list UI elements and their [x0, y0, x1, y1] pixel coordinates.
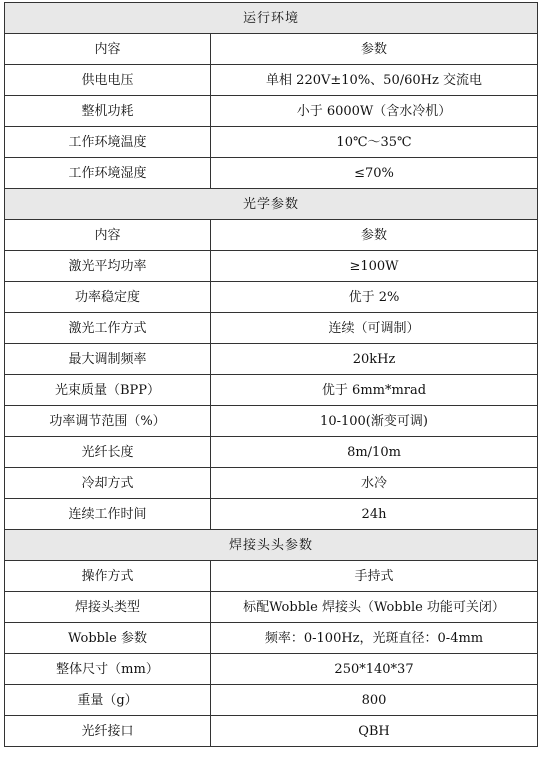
row-label: 激光平均功率	[5, 251, 211, 282]
table-row	[5, 313, 538, 344]
section-header-row	[5, 189, 538, 220]
row-value: 连续（可调制）	[211, 313, 538, 344]
section-title: 焊接头头参数	[5, 530, 538, 561]
row-label: 光束质量（BPP）	[5, 375, 211, 406]
row-label: 冷却方式	[5, 468, 211, 499]
row-value: 单相 220V±10%、50/60Hz 交流电	[211, 65, 538, 96]
row-value: 参数	[211, 220, 538, 251]
row-value: ≤70%	[211, 158, 538, 189]
section-header-row	[5, 3, 538, 34]
spec-table	[4, 2, 538, 747]
row-label: 最大调制频率	[5, 344, 211, 375]
row-label: 焊接头类型	[5, 592, 211, 623]
row-value: 参数	[211, 34, 538, 65]
table-row	[5, 96, 538, 127]
row-label: 内容	[5, 34, 211, 65]
section-title: 运行环境	[5, 3, 538, 34]
row-label: 光纤长度	[5, 437, 211, 468]
table-row	[5, 623, 538, 654]
row-value: 8m/10m	[211, 437, 538, 468]
row-label: 整机功耗	[5, 96, 211, 127]
row-label: 功率调节范围（%）	[5, 406, 211, 437]
row-value: ≥100W	[211, 251, 538, 282]
table-row	[5, 65, 538, 96]
row-label: 重量（g）	[5, 685, 211, 716]
row-label: 功率稳定度	[5, 282, 211, 313]
table-row	[5, 127, 538, 158]
table-row	[5, 344, 538, 375]
row-value: 800	[211, 685, 538, 716]
row-value: 手持式	[211, 561, 538, 592]
table-row	[5, 251, 538, 282]
row-label: Wobble 参数	[5, 623, 211, 654]
table-row	[5, 406, 538, 437]
table-row	[5, 34, 538, 65]
row-label: 激光工作方式	[5, 313, 211, 344]
row-value: 优于 6mm*mrad	[211, 375, 538, 406]
row-value: 20kHz	[211, 344, 538, 375]
table-row	[5, 220, 538, 251]
table-row	[5, 282, 538, 313]
table-row	[5, 375, 538, 406]
row-value: 频率：0-100Hz，光斑直径：0-4mm	[211, 623, 538, 654]
row-label: 连续工作时间	[5, 499, 211, 530]
row-value: 小于 6000W（含水冷机）	[211, 96, 538, 127]
row-value: 10-100(渐变可调)	[211, 406, 538, 437]
section-header-row	[5, 530, 538, 561]
row-value: QBH	[211, 716, 538, 747]
table-row	[5, 685, 538, 716]
table-row	[5, 654, 538, 685]
row-label: 光纤接口	[5, 716, 211, 747]
row-value: 水冷	[211, 468, 538, 499]
spec-table-body	[5, 3, 538, 747]
table-row	[5, 561, 538, 592]
row-value: 24h	[211, 499, 538, 530]
row-value: 250*140*37	[211, 654, 538, 685]
table-row	[5, 499, 538, 530]
row-label: 操作方式	[5, 561, 211, 592]
row-label: 内容	[5, 220, 211, 251]
row-value: 标配Wobble 焊接头（Wobble 功能可关闭）	[211, 592, 538, 623]
section-title: 光学参数	[5, 189, 538, 220]
row-label: 整体尺寸（mm）	[5, 654, 211, 685]
row-label: 工作环境湿度	[5, 158, 211, 189]
row-label: 工作环境温度	[5, 127, 211, 158]
table-row	[5, 158, 538, 189]
table-row	[5, 592, 538, 623]
row-label: 供电电压	[5, 65, 211, 96]
row-value: 10℃～35℃	[211, 127, 538, 158]
table-row	[5, 468, 538, 499]
table-row	[5, 437, 538, 468]
table-row	[5, 716, 538, 747]
row-value: 优于 2%	[211, 282, 538, 313]
